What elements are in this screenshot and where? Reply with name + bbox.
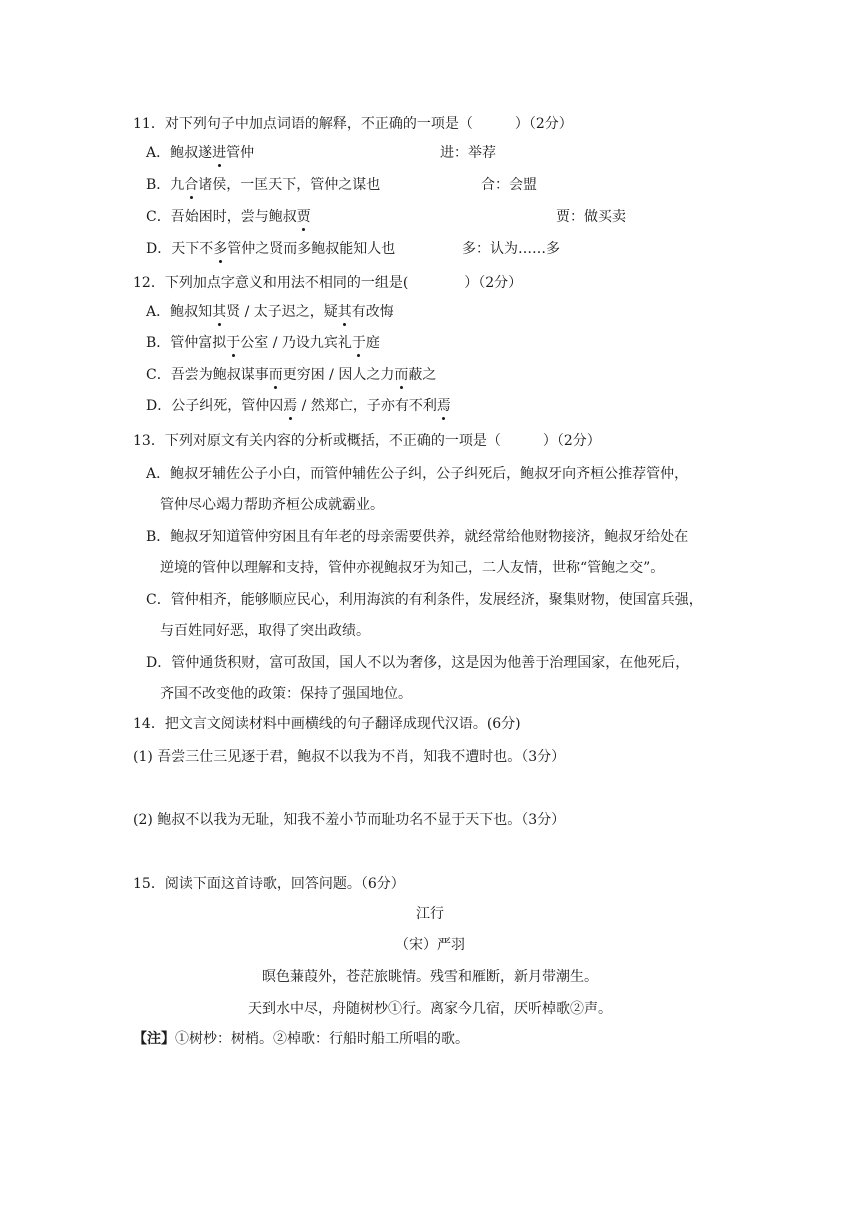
q11-option-d: D．天下不多管仲之贤而多鲍叔能知人也 xyxy=(146,241,396,257)
dotted-char: 进 xyxy=(212,145,227,161)
q11-option-d-answer: 多：认为……多 xyxy=(462,241,560,257)
q12-option-c: C．吾尝为鲍叔谋事而更穷困 / 因人之力而蔽之 xyxy=(146,367,437,383)
poem-line-1: 暝色蒹葭外，苍茫旅眺情。残雪和雁断，新月带潮生。 xyxy=(262,969,598,985)
q13-option-b-line2: 逆境的管仲以理解和支持，管仲亦视鲍叔牙为知己，二人友情，世称“管鲍之交”。 xyxy=(160,560,665,576)
q13-option-c-line1: C．管仲相齐，能够顺应民心，利用海滨的有利条件，发展经济，聚集财物，使国富兵强， xyxy=(146,592,703,608)
q11-option-c-answer: 贾：做买卖 xyxy=(556,209,626,225)
q13-option-d-line2: 齐国不改变他的政策：保持了强国地位。 xyxy=(160,686,412,702)
dotted-char: 多 xyxy=(213,241,228,257)
q12-option-b: B．管仲富拟于公室 / 乃设九宾礼于庭 xyxy=(146,335,380,351)
q13-stem: 13．下列对原文有关内容的分析或概括，不正确的一项是（ ）（2分） xyxy=(133,433,601,449)
q15-stem: 15．阅读下面这首诗歌，回答问题。（6分） xyxy=(133,876,405,892)
q13-option-a-line1: A．鲍叔牙辅佐公子小白，而管仲辅佐公子纠，公子纠死后，鲍叔牙向齐桓公推荐管仲， xyxy=(146,466,689,482)
dotted-char: 于 xyxy=(226,335,241,351)
q12-option-a: A．鲍叔知其贤 / 太子迟之，疑其有改悔 xyxy=(146,304,394,320)
q13-option-d-line1: D．管仲通货积财，富可敌国，国人不以为奢侈，这是因为他善于治理国家，在他死后， xyxy=(146,655,690,671)
dotted-char: 焉 xyxy=(283,398,298,414)
q11-stem: 11．对下列句子中加点词语的解释，不正确的一项是（ ）（2分） xyxy=(133,116,573,132)
q14-item-2: (2) 鲍叔不以我为无耻，知我不羞小节而耻功名不显于天下也。（3分） xyxy=(133,812,566,828)
q11-option-a-answer: 进：举荐 xyxy=(440,145,496,161)
poem-line-2: 天到水中尽，舟随树杪①行。离家今几宿，厌听棹歌②声。 xyxy=(248,1001,612,1017)
note-text: ①树杪：树梢。②棹歌：行船时船工所唱的歌。 xyxy=(175,1031,469,1047)
q12-option-d: D．公子纠死，管仲囚焉 / 然郑亡，子亦有不利焉 xyxy=(146,398,451,414)
dotted-char: 而 xyxy=(394,367,409,383)
note-label: 【注】 xyxy=(133,1031,175,1047)
q11-option-b-answer: 合：会盟 xyxy=(481,177,537,193)
q12-stem: 12．下列加点字意义和用法不相同的一组是( ）（2分） xyxy=(133,275,523,291)
dotted-char: 贾 xyxy=(296,209,311,225)
q13-option-a-line2: 管仲尽心竭力帮助齐桓公成就霸业。 xyxy=(160,497,384,513)
q14-stem: 14．把文言文阅读材料中画横线的句子翻译成现代汉语。(6分) xyxy=(133,716,521,732)
dotted-char: 于 xyxy=(351,335,366,351)
q11-option-c: C．吾始困时，尝与鲍叔贾 xyxy=(146,209,311,225)
q11-option-b: B．九合诸侯，一匡天下，管仲之谋也 xyxy=(146,177,381,193)
q11-option-a: A．鲍叔遂进管仲 xyxy=(146,145,255,161)
dotted-char: 合 xyxy=(184,177,199,193)
dotted-char: 其 xyxy=(212,304,227,320)
dotted-char: 而 xyxy=(268,367,283,383)
q14-item-1: (1) 吾尝三仕三见逐于君，鲍叔不以我为不肖，知我不遭时也。（3分） xyxy=(133,749,566,765)
poem-title: 江行 xyxy=(416,906,444,922)
q13-option-b-line1: B．鲍叔牙知道管仲穷困且有年老的母亲需要供养，就经常给他财物接济，鲍叔牙给处在 xyxy=(146,529,689,545)
poem-note xyxy=(133,1029,469,1049)
poem-author: （宋）严羽 xyxy=(395,937,465,953)
dotted-char: 焉 xyxy=(436,398,451,414)
dotted-char: 其 xyxy=(337,304,352,320)
q13-option-c-line2: 与百姓同好恶，取得了突出政绩。 xyxy=(160,623,370,639)
